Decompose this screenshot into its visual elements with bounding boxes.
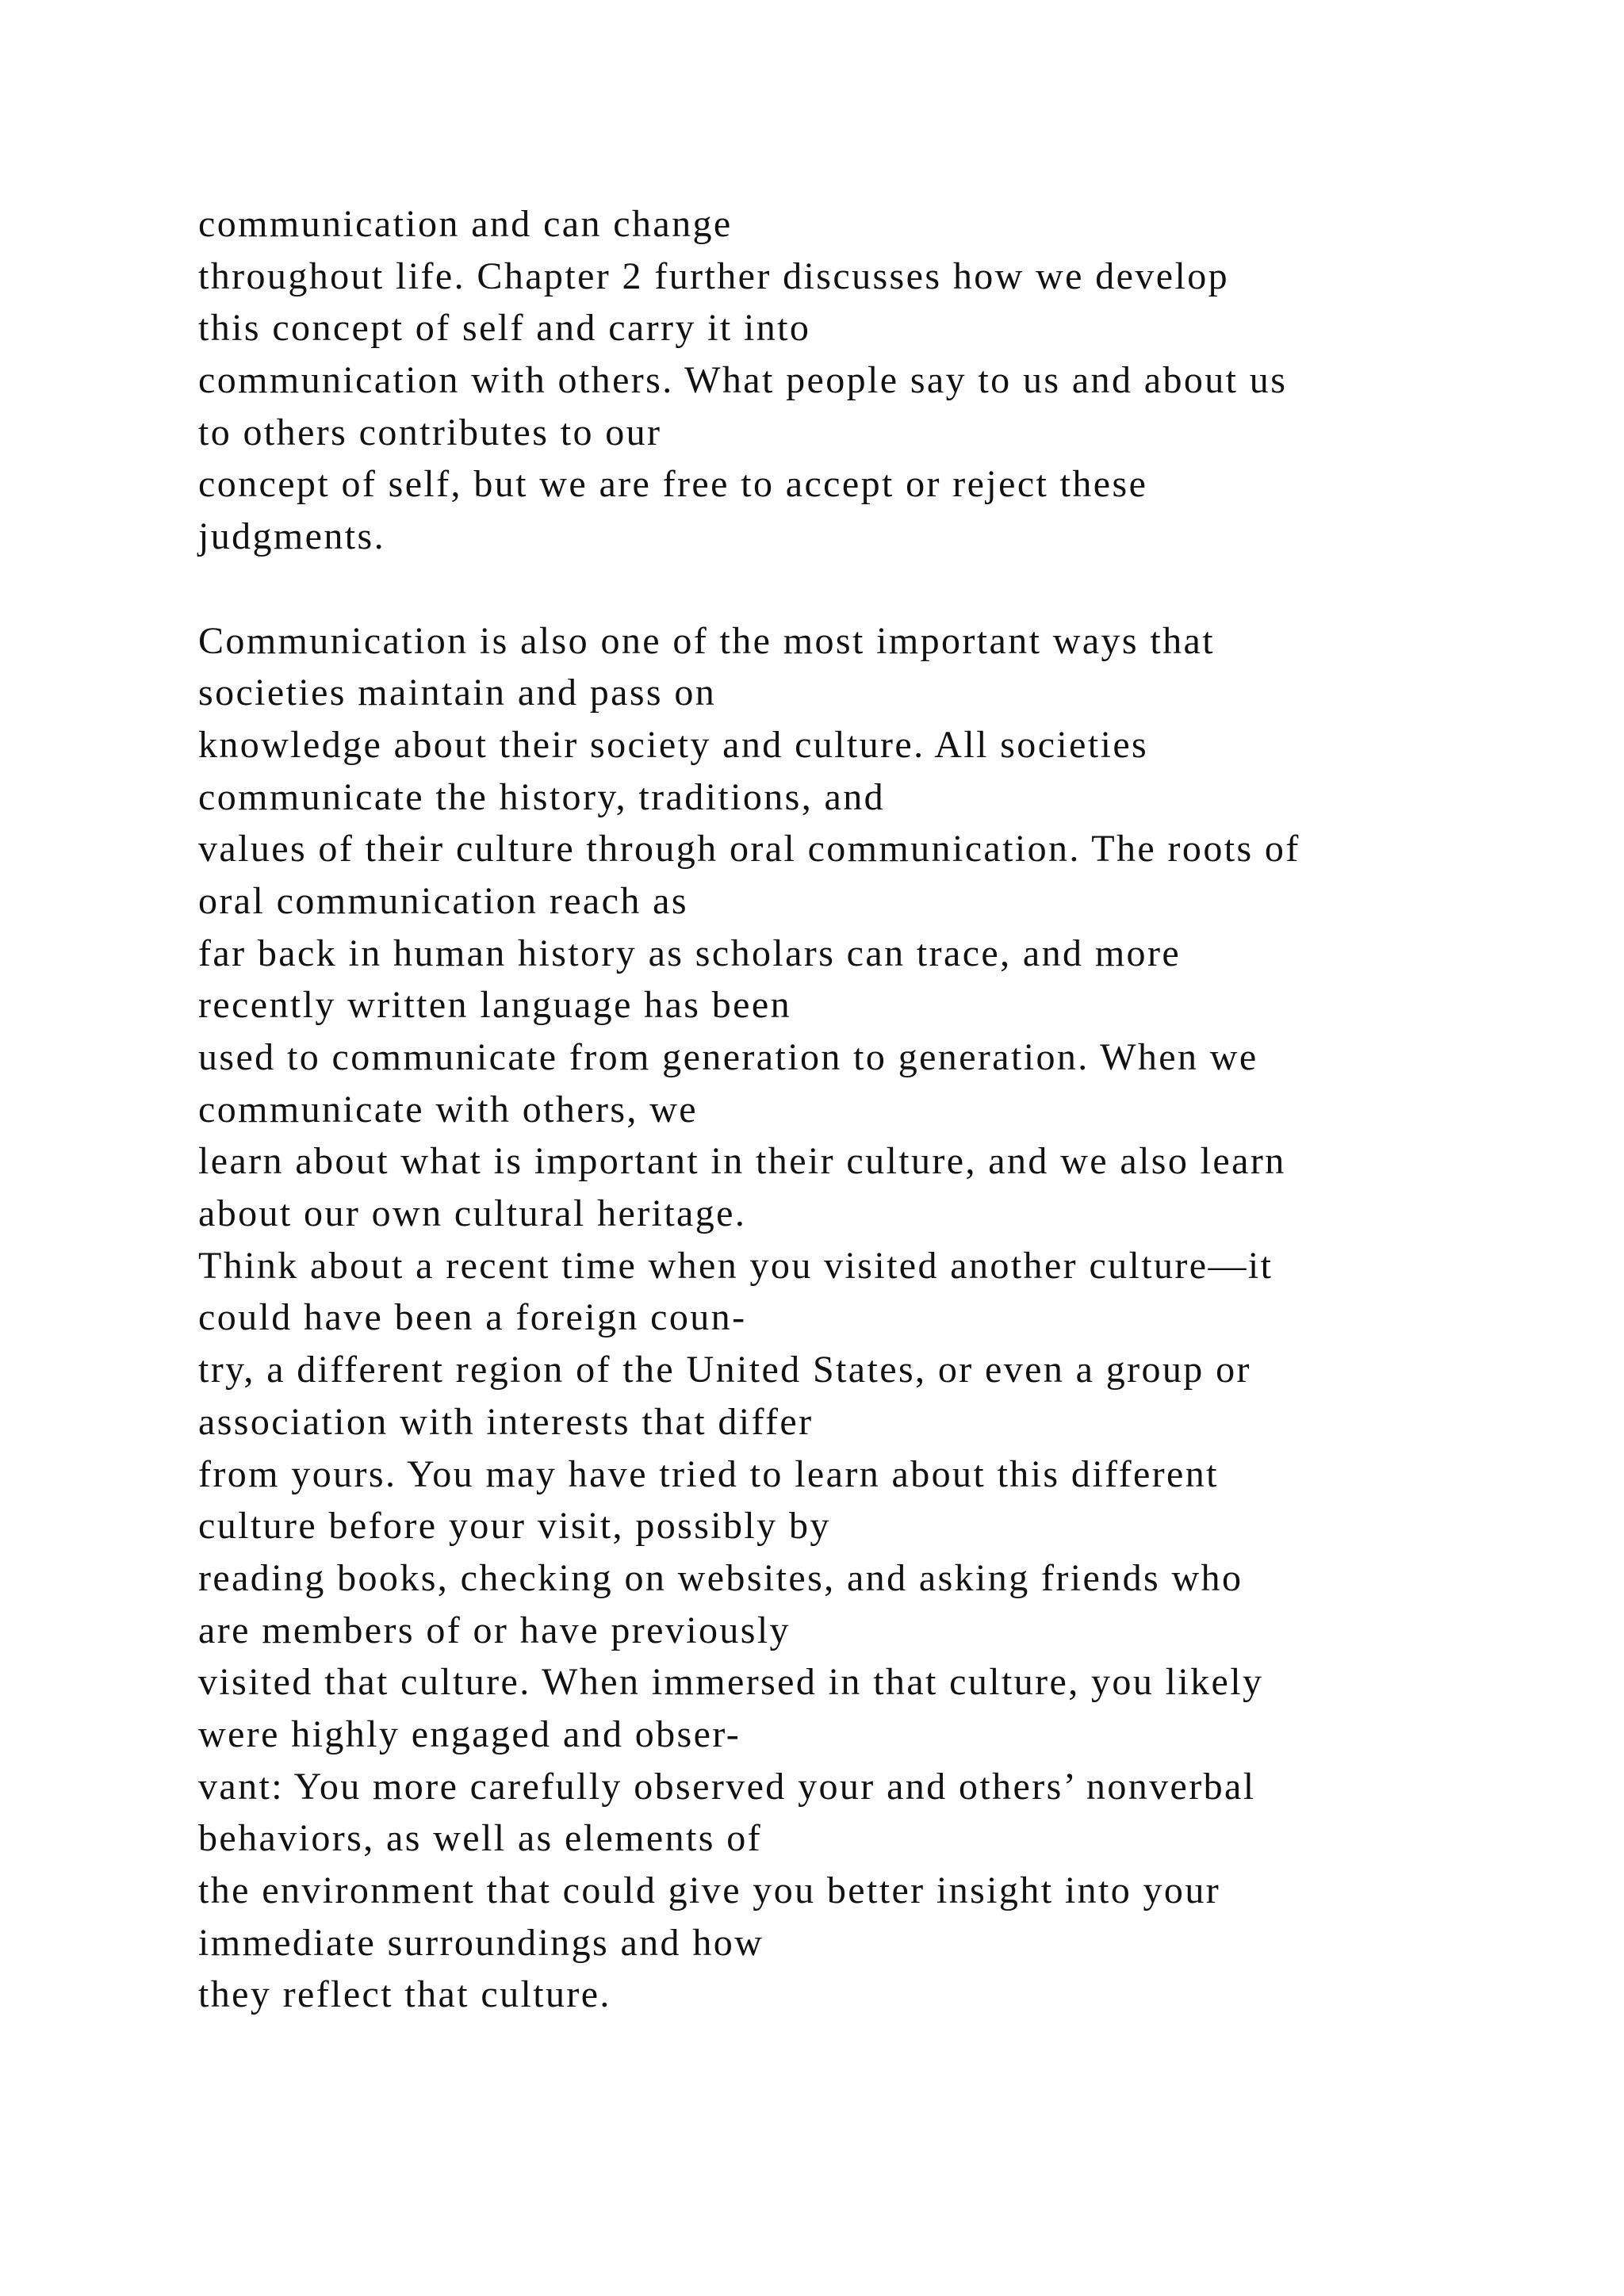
- paragraph-self-concept: [198, 198, 1499, 563]
- text-line: oral communication reach as: [198, 879, 688, 922]
- text-line: culture before your visit, possibly by: [198, 1505, 831, 1548]
- text-line: are members of or have previously: [198, 1609, 791, 1651]
- text-line: recently written language has been: [198, 984, 791, 1027]
- text-line: try, a different region of the United States, or even a group or: [198, 1349, 1251, 1391]
- text-line: vant: You more carefully observed your and others’ nonverbal: [198, 1765, 1256, 1808]
- text-line: were highly engaged and obser-: [198, 1712, 741, 1755]
- text-line: Communication is also one of the most important ways that: [198, 619, 1215, 662]
- text-line: the environment that could give you better insight into your: [198, 1869, 1221, 1911]
- text-line: knowledge about their society and culture. All societies: [198, 723, 1149, 766]
- text-line: learn about what is important in their culture, and we also learn: [198, 1140, 1286, 1183]
- text-line: throughout life. Chapter 2 further discusses how we develop: [198, 254, 1229, 297]
- text-line: societies maintain and pass on: [198, 672, 717, 714]
- text-line: about our own cultural heritage.: [198, 1192, 747, 1235]
- text-line: judgments.: [198, 515, 385, 558]
- text-line: communication and can change: [198, 203, 733, 245]
- text-line: communication with others. What people say to us and about us: [198, 359, 1288, 402]
- text-line: this concept of self and carry it into: [198, 307, 811, 350]
- text-line: communicate the history, traditions, and: [198, 775, 886, 818]
- paragraph-visited-culture: [198, 1240, 1499, 2021]
- text-line: communicate with others, we: [198, 1088, 698, 1131]
- text-line: could have been a foreign coun-: [198, 1296, 747, 1339]
- paragraph-societies: [198, 615, 1499, 1240]
- paragraph-spacer: [198, 563, 1499, 615]
- text-line: reading books, checking on websites, and asking friends who: [198, 1556, 1243, 1599]
- text-line: concept of self, but we are free to accept or reject these: [198, 463, 1148, 506]
- text-line: far back in human history as scholars can trace, and more: [198, 932, 1182, 974]
- text-line: visited that culture. When immersed in that culture, you likely: [198, 1661, 1264, 1704]
- text-line: they reflect that culture.: [198, 1973, 611, 2016]
- text-line: used to communicate from generation to generation. When we: [198, 1036, 1258, 1078]
- document-body: [198, 198, 1499, 2021]
- text-line: behaviors, as well as elements of: [198, 1817, 763, 1860]
- text-line: from yours. You may have tried to learn about this different: [198, 1452, 1219, 1495]
- text-line: values of their culture through oral communication. The roots of: [198, 828, 1300, 871]
- text-line: to others contributes to our: [198, 411, 662, 453]
- text-line: immediate surroundings and how: [198, 1921, 764, 1964]
- text-line: Think about a recent time when you visited another culture—it: [198, 1244, 1274, 1287]
- text-line: association with interests that differ: [198, 1400, 814, 1443]
